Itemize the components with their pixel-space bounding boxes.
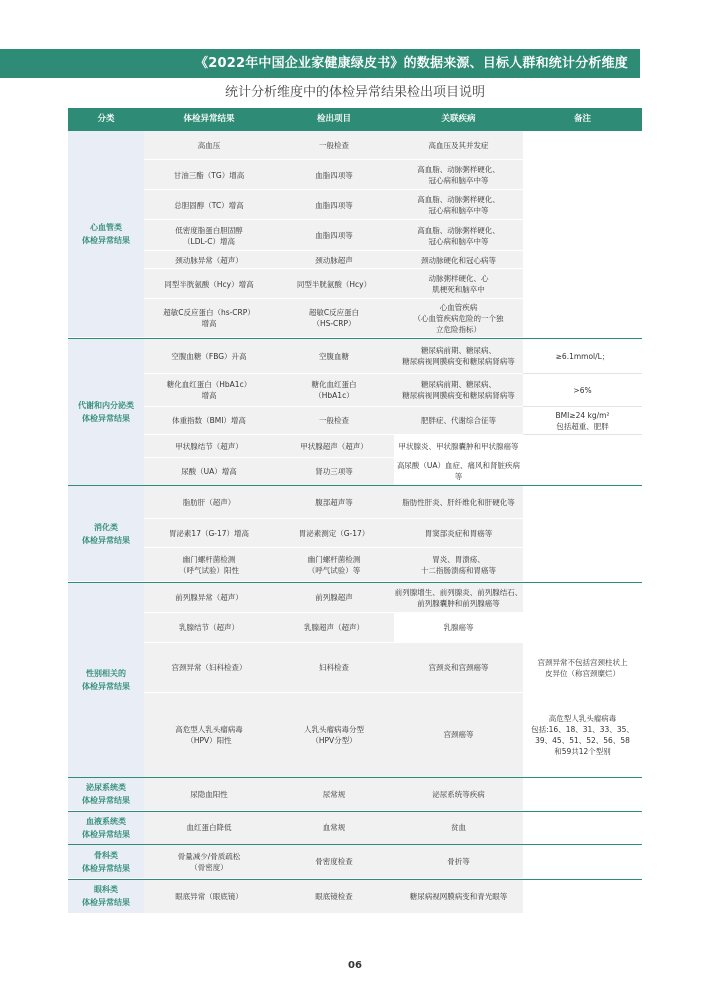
note-cell <box>523 251 642 269</box>
related-disease-cell: 心血管疾病 （心血管疾病危险的一个独 立危险指标） <box>413 302 504 334</box>
table-row <box>68 131 642 160</box>
related-disease-cell: 胃窦部炎症和胃癌等 <box>424 529 493 538</box>
table-row <box>68 812 642 844</box>
note-cell <box>523 131 642 160</box>
abnormal-results-table <box>68 108 642 957</box>
category-label: 骨科类 体检异常结果 <box>68 845 144 878</box>
table-subtitle: 统计分析维度中的体检异常结果检出项目说明 <box>224 85 485 100</box>
abnormal-result-cell: 高血压 <box>197 141 221 150</box>
related-disease-cell: 糖尿病前期、糖尿病、 糖尿病视网膜病变和糖尿病肾病等 <box>402 380 515 400</box>
table-row <box>68 339 642 374</box>
test-item-cell: 糖化血红蛋白 （HbA1c） <box>311 380 357 400</box>
related-disease-cell: 动脉粥样硬化、心 肌梗死和脑卒中 <box>428 274 489 294</box>
column-header-related-disease: 关联疾病 <box>441 114 476 124</box>
test-item-cell: 乳腺超声（超声） <box>304 623 364 632</box>
table-section <box>68 131 642 337</box>
test-item-cell: 血脂四项等 <box>315 200 353 210</box>
abnormal-result-cell: 糖化血红蛋白（HbA1c） 增高 <box>166 380 252 400</box>
related-disease-cell: 高血压及其并发症 <box>428 141 489 150</box>
abnormal-result-cell: 总胆固醇（TC）增高 <box>174 200 244 210</box>
column-header-abnormal-result: 体检异常结果 <box>183 114 235 124</box>
abnormal-result-cell: 眼底异常（眼底镜） <box>175 891 243 901</box>
note-cell <box>523 220 642 251</box>
abnormal-result-cell: 甘油三酯（TG）增高 <box>173 170 245 180</box>
table-row <box>68 251 642 269</box>
table-row <box>68 845 642 878</box>
note-cell <box>523 548 642 581</box>
test-item-cell: 血脂四项等 <box>315 231 353 240</box>
note-cell <box>523 486 642 519</box>
note-cell: 宫颈异常不包括宫颈柱状上 皮异位（称宫颈糜烂） <box>537 657 628 678</box>
related-disease-cell: 颈动脉硬化和冠心病等 <box>421 255 496 265</box>
related-disease-cell: 高血脂、动脉粥样硬化、 冠心病和脑卒中等 <box>417 225 500 246</box>
abnormal-result-cell: 幽门螺杆菌检测 （呼气试验）阳性 <box>179 554 239 575</box>
abnormal-result-cell: 前列腺异常（超声） <box>175 593 243 602</box>
related-disease-cell: 高尿酸（UA）血症、痛风和肾脏疾病等 <box>396 461 521 481</box>
test-item-cell: 尿常规 <box>322 789 346 799</box>
category-label: 泌尿系统类 体检异常结果 <box>68 778 144 810</box>
related-disease-cell: 泌尿系统等疾病 <box>432 789 485 799</box>
test-item-cell: 妇科检查 <box>319 663 349 672</box>
table-section <box>68 583 642 777</box>
test-item-cell: 同型半胱氨酸（Hcy） <box>296 279 372 289</box>
note-cell <box>523 299 642 337</box>
table-section <box>68 812 642 844</box>
abnormal-result-cell: 骨量减少/骨质疏松 （骨密度） <box>177 851 241 872</box>
table-row <box>68 435 642 458</box>
test-item-cell: 幽门螺杆菌检测 （呼气试验）等 <box>307 554 361 575</box>
related-disease-cell: 贫血 <box>451 823 466 832</box>
abnormal-result-cell: 脂肪肝（超声） <box>182 498 236 507</box>
note-cell <box>523 880 642 913</box>
table-section <box>68 778 642 810</box>
table-row <box>68 548 642 581</box>
related-disease-cell: 宫颈炎和宫颈癌等 <box>428 663 489 672</box>
abnormal-result-cell: 宫颈异常（妇科检查） <box>171 663 247 672</box>
table-row <box>68 269 642 299</box>
category-label: 性别相关的 体检异常结果 <box>68 583 144 777</box>
test-item-cell: 一般检查 <box>319 141 349 150</box>
note-cell <box>523 435 642 458</box>
table-row <box>68 220 642 251</box>
test-item-cell: 眼底镜检查 <box>315 891 353 901</box>
note-cell <box>523 160 642 190</box>
table-row <box>68 583 642 613</box>
table-row <box>68 374 642 407</box>
related-disease-cell: 宫颈癌等 <box>443 730 474 739</box>
note-cell <box>523 519 642 548</box>
abnormal-result-cell: 尿隐血阳性 <box>190 789 228 799</box>
abnormal-result-cell: 胃泌素17（G-17）增高 <box>168 529 250 538</box>
related-disease-cell: 糖尿病视网膜病变和青光眼等 <box>409 891 508 901</box>
abnormal-result-cell: 颈动脉异常（超声） <box>175 255 243 265</box>
table-row <box>68 880 642 913</box>
test-item-cell: 一般检查 <box>319 416 349 425</box>
table-section <box>68 845 642 878</box>
abnormal-result-cell: 乳腺结节（超声） <box>179 623 239 632</box>
abnormal-result-cell: 甲状腺结节（超声） <box>175 441 243 451</box>
related-disease-cell: 甲状腺炎、甲状腺囊肿和甲状腺癌等 <box>398 441 519 451</box>
column-header-notes: 备注 <box>573 114 591 124</box>
related-disease-cell: 肥胖症、代谢综合征等 <box>421 416 496 425</box>
related-disease-cell: 胃炎、胃溃疡、 十二指肠溃疡和胃癌等 <box>421 554 496 575</box>
category-label: 眼科类 体检异常结果 <box>68 880 144 913</box>
table-row <box>68 486 642 519</box>
related-disease-cell: 糖尿病前期、糖尿病、 糖尿病视网膜病变和糖尿病肾病等 <box>402 346 515 366</box>
table-row <box>68 458 642 485</box>
table-row <box>68 299 642 337</box>
note-cell <box>523 812 642 844</box>
table-section <box>68 486 642 581</box>
abnormal-result-cell: 空腹血糖（FBG）升高 <box>171 351 247 361</box>
table-row <box>68 160 642 190</box>
note-cell: ≥6.1mmol/L； <box>555 351 610 361</box>
table-row <box>68 613 642 643</box>
table-row <box>68 778 642 810</box>
table-row <box>68 643 642 693</box>
note-cell <box>523 778 642 810</box>
related-disease-cell: 骨折等 <box>447 857 470 866</box>
test-item-cell: 空腹血糖 <box>319 351 349 361</box>
related-disease-cell: 高血脂、动脉粥样硬化、 冠心病和脑卒中等 <box>417 165 500 185</box>
column-header-category: 分类 <box>97 114 115 124</box>
note-cell <box>523 613 642 643</box>
note-cell <box>523 190 642 220</box>
category-label: 血液系统类 体检异常结果 <box>68 812 144 844</box>
abnormal-result-cell: 同型半胱氨酸（Hcy）增高 <box>164 279 254 289</box>
note-cell <box>523 269 642 299</box>
test-item-cell: 甲状腺超声（超声） <box>300 441 368 451</box>
page-number: 06 <box>348 960 362 971</box>
table-row <box>68 693 642 777</box>
test-item-cell: 肾功三项等 <box>315 466 353 476</box>
note-cell: >6% <box>573 385 592 395</box>
table-header-row <box>68 108 642 131</box>
test-item-cell: 人乳头瘤病毒分型 （HPV分型） <box>304 724 364 745</box>
table-section <box>68 339 642 485</box>
test-item-cell: 血常规 <box>322 823 346 832</box>
table-row <box>68 519 642 548</box>
test-item-cell: 前列腺超声 <box>315 593 353 602</box>
related-disease-cell: 乳腺癌等 <box>443 623 474 632</box>
abnormal-result-cell: 体重指数（BMI）增高 <box>172 416 246 425</box>
category-label: 心血管类 体检异常结果 <box>68 131 144 337</box>
test-item-cell: 骨密度检查 <box>315 857 353 866</box>
category-label: 消化类 体检异常结果 <box>68 486 144 581</box>
abnormal-result-cell: 超敏C反应蛋白（hs-CRP） 增高 <box>163 308 255 328</box>
table-row <box>68 190 642 220</box>
category-label: 代谢和内分泌类 体检异常结果 <box>68 339 144 485</box>
note-cell: 高危型人乳头瘤病毒 包括:16、18、31、33、35、 39、45、51、52、56、58 和59共12个型别 <box>531 713 634 756</box>
test-item-cell: 腹部超声等 <box>315 498 353 507</box>
related-disease-cell: 前列腺增生、前列腺炎、前列腺结石、 前列腺囊肿和前列腺癌等 <box>394 587 523 608</box>
related-disease-cell: 高血脂、动脉粥样硬化、 冠心病和脑卒中等 <box>417 195 500 215</box>
table-row <box>68 407 642 435</box>
note-cell <box>523 583 642 613</box>
abnormal-result-cell: 高危型人乳头瘤病毒 （HPV）阳性 <box>175 724 243 745</box>
abnormal-result-cell: 血红蛋白降低 <box>186 823 232 832</box>
test-item-cell: 颈动脉超声 <box>315 255 353 265</box>
note-cell <box>523 845 642 878</box>
column-header-test-item: 检出项目 <box>316 114 351 124</box>
test-item-cell: 超敏C反应蛋白 （HS-CRP） <box>308 308 360 328</box>
abnormal-result-cell: 尿酸（UA）增高 <box>181 466 237 476</box>
test-item-cell: 血脂四项等 <box>315 170 353 180</box>
related-disease-cell: 脂肪性肝炎、肝纤维化和肝硬化等 <box>402 498 515 507</box>
test-item-cell: 胃泌素测定（G-17） <box>298 529 370 538</box>
header-title: 《2022年中国企业家健康绿皮书》的数据来源、目标人群和统计分析维度 <box>195 56 628 71</box>
table-section <box>68 880 642 913</box>
abnormal-result-cell: 低密度脂蛋白胆固醇 （LDL-C）增高 <box>175 225 243 246</box>
note-cell <box>523 458 642 485</box>
note-cell: BMI≥24 kg/m² 包括超重、肥胖 <box>555 410 610 431</box>
page-header-bar <box>0 49 640 78</box>
